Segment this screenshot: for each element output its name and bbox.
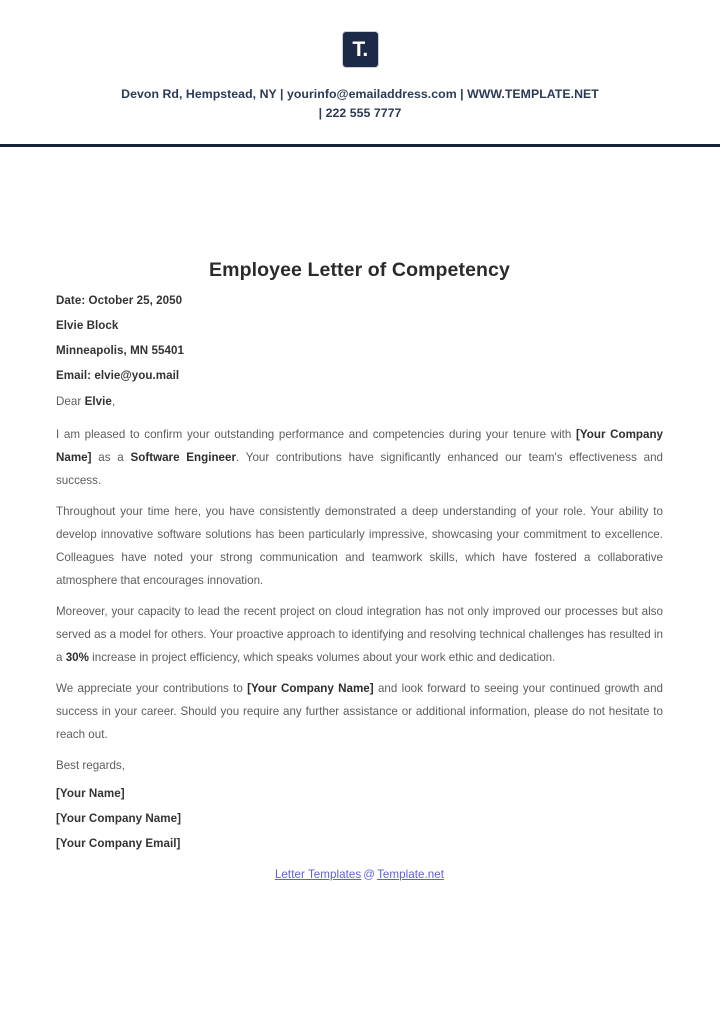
logo-container — [0, 31, 720, 68]
signature-company: [Your Company Name] — [56, 811, 182, 825]
signature-block — [56, 788, 663, 850]
body-text: . Your contributions have significantly enhanced our team's effectiveness and success. — [56, 451, 664, 488]
body-text: increase in project efficiency, which speaks volumes about your work ethic and dedication. — [88, 651, 556, 665]
signature-company-email: [Your Company Email] — [56, 837, 181, 850]
letterhead-contact-line: Devon Rd, Hempstead, NY | yourinfo@emailaddress.com | WWW.TEMPLATE.NET | 222 555 7777 — [121, 87, 599, 121]
letterhead — [0, 0, 720, 123]
footer-attribution — [56, 868, 663, 881]
body-text: as a — [91, 451, 131, 465]
body-text: Throughout your time here, you have consistently demonstrated a deep understanding of your role. Your ability to develop innovative software solutions has been particularly impressive, showcasing your commitment to excellence. Colleagues have noted your strong communication and teamwork skills, which have fostered a collaborative atmosphere that encourages innovation. — [56, 505, 663, 588]
footer-separator: @ — [363, 867, 376, 881]
letter-paragraphs — [56, 424, 663, 746]
body-text: I am pleased to confirm your outstanding performance and competencies during your tenure with — [56, 428, 577, 442]
signature-name: [Your Name] — [56, 786, 125, 800]
recipient-meta-block — [56, 295, 663, 382]
letter-paragraph — [56, 501, 663, 593]
salutation — [56, 395, 663, 408]
letter-paragraph — [56, 424, 663, 493]
body-text: Moreover, your capacity to lead the recent project on cloud integration has not only improved our processes but also served as a model for others. Your proactive approach to identifying and resolving technical challenges has resulted in a — [56, 605, 663, 665]
meta-recipient-email: Email: elvie@you.mail — [56, 369, 180, 383]
meta-date: Date: October 25, 2050 — [56, 294, 183, 308]
meta-recipient-name: Elvie Block — [56, 319, 119, 333]
template-net-logo-icon: T. — [342, 31, 379, 68]
salutation-name: Elvie — [84, 395, 112, 409]
template-net-link[interactable]: Template.net — [377, 867, 445, 881]
body-text: We appreciate your contributions to — [56, 682, 248, 695]
salutation-prefix: Dear — [56, 395, 85, 409]
emphasis-text: [Your Company Name] — [56, 428, 663, 465]
header-divider — [0, 144, 720, 147]
emphasis-text: [Your Company Name] — [247, 682, 374, 695]
emphasis-text: Software Engineer — [130, 451, 236, 465]
body-text: and look forward to seeing your continued growth and success in your career. Should you require any further assistance or additional information, please do not hesitate to reach out. — [56, 682, 663, 741]
meta-recipient-address: Minneapolis, MN 55401 — [56, 344, 184, 358]
page-title: Employee Letter of Competency — [209, 259, 510, 282]
closing-line: Best regards, — [56, 758, 125, 772]
letter-paragraph — [56, 678, 663, 747]
letter-body — [0, 259, 720, 881]
salutation-suffix: , — [111, 395, 116, 409]
letter-templates-link[interactable]: Letter Templates — [274, 867, 362, 881]
letter-paragraph — [56, 601, 663, 670]
emphasis-text: 30% — [65, 651, 89, 665]
